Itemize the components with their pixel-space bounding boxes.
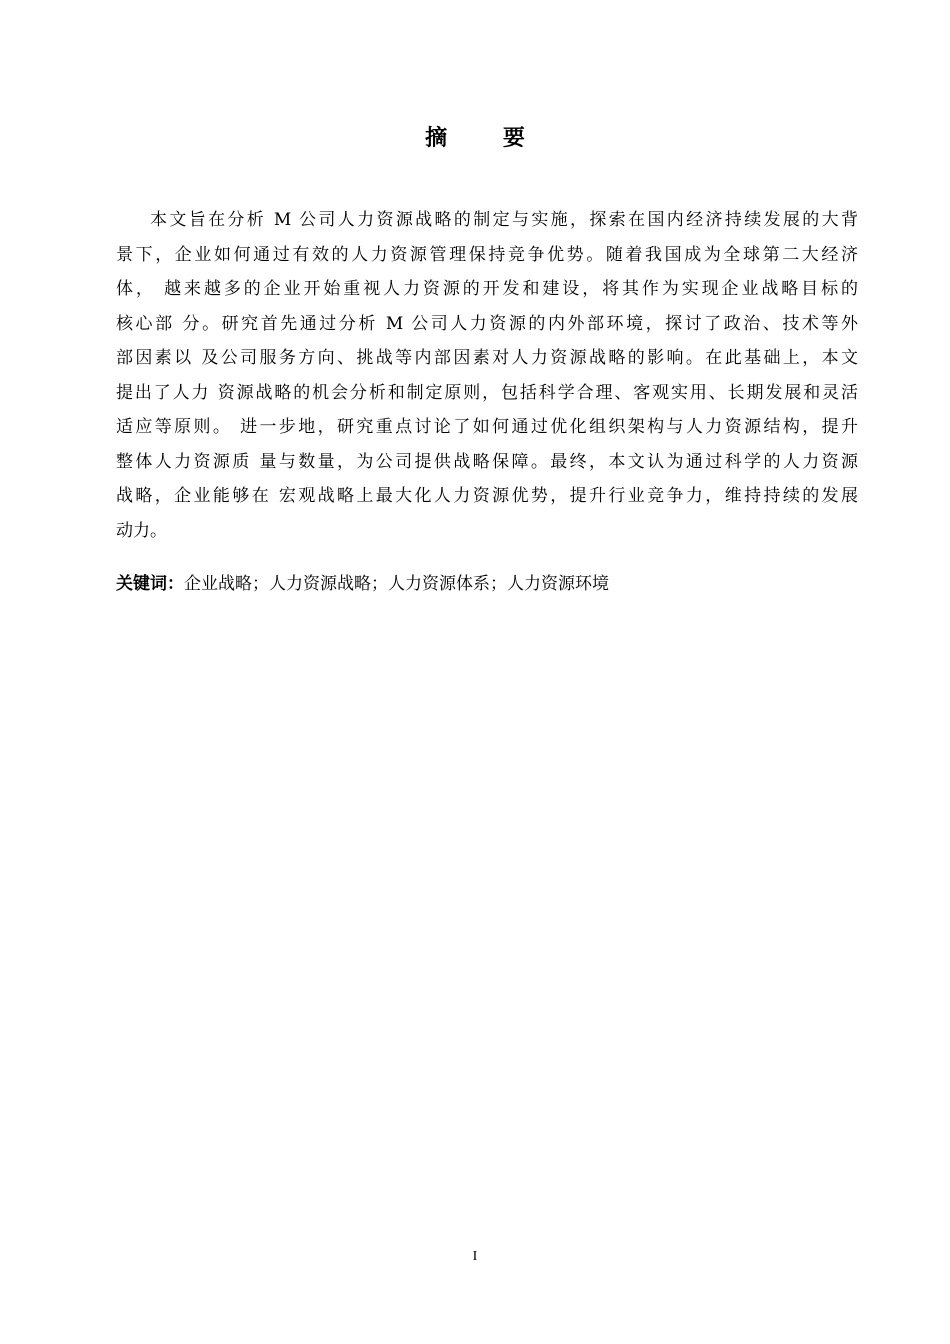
- abstract-line-5: 部因素以 及公司服务方向、挑战等内部因素对人力资源战略的影响。在此基础上，本文: [116, 348, 858, 368]
- abstract-line-1: 本文旨在分析 M 公司人力资源战略的制定与实施，探索在国内经济持续发展的大背: [150, 210, 858, 230]
- abstract-title: 摘 要: [425, 126, 549, 151]
- page-number: I: [472, 1249, 478, 1264]
- keywords-text: 企业战略；人力资源战略；人力资源体系；人力资源环境: [184, 574, 609, 594]
- keywords-line: [116, 567, 858, 601]
- abstract-line-10: 动力。: [116, 520, 167, 541]
- abstract-line-8: 整体人力资源质 量与数量，为公司提供战略保障。最终，本文认为通过科学的人力资源: [116, 451, 858, 472]
- abstract-line-3: 体， 越来越多的企业开始重视人力资源的开发和建设，将其作为实现企业战略目标的: [116, 279, 858, 299]
- abstract-line-9: 战略，企业能够在 宏观战略上最大化人力资源优势，提升行业竞争力，维持持续的发展: [116, 486, 858, 506]
- abstract-line-6: 提出了人力 资源战略的机会分析和制定原则，包括科学合理、客观实用、长期发展和灵活: [116, 382, 858, 403]
- abstract-line-2: 景下，企业如何通过有效的人力资源管理保持竞争优势。随着我国成为全球第二大经济: [116, 244, 858, 265]
- keywords-label: 关键词：: [116, 574, 184, 594]
- abstract-line-7: 适应等原则。 进一步地，研究重点讨论了如何通过优化组织架构与人力资源结构，提升: [116, 417, 858, 437]
- abstract-body: [116, 203, 858, 548]
- abstract-line-4: 核心部 分。研究首先通过分析 M 公司人力资源的内外部环境，探讨了政治、技术等外: [116, 313, 858, 334]
